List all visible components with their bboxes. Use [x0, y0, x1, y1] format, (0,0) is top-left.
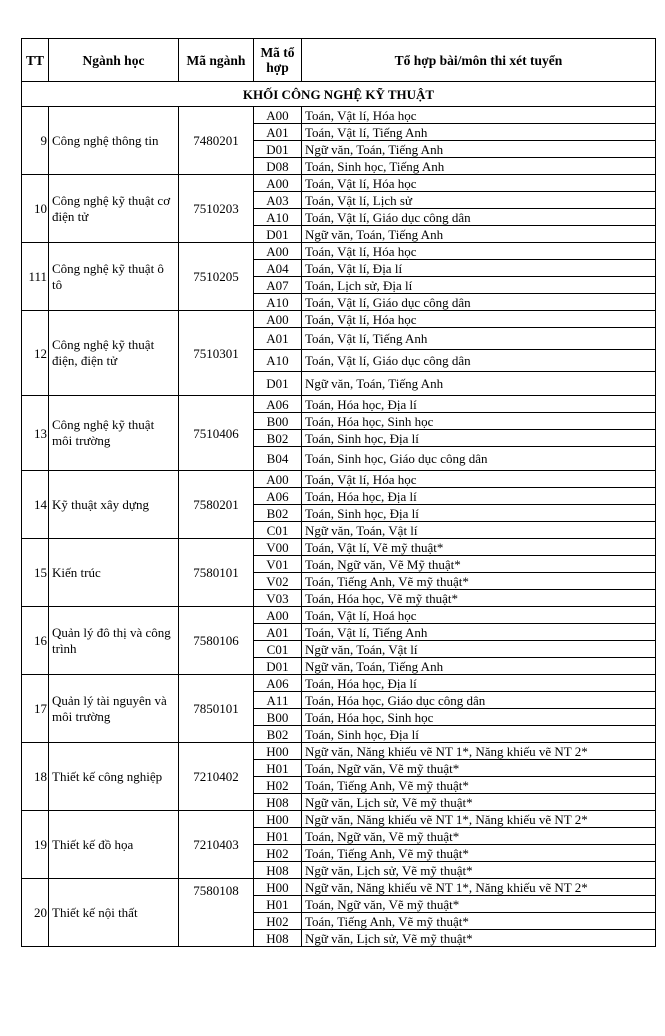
combo-code: A06: [254, 488, 302, 505]
combo-subjects: Toán, Tiếng Anh, Vẽ mỹ thuật*: [302, 777, 656, 794]
combo-code: A10: [254, 294, 302, 311]
header-tt: TT: [22, 39, 49, 82]
combo-code: B02: [254, 726, 302, 743]
header-combo-code: Mã tổ hợp: [254, 39, 302, 82]
table-row: [22, 879, 656, 896]
major-code: 7850101: [179, 675, 254, 743]
combo-code: A00: [254, 311, 302, 328]
combo-code: H08: [254, 862, 302, 879]
major-name: Công nghệ thông tin: [49, 107, 179, 175]
combo-subjects: Ngữ văn, Toán, Tiếng Anh: [302, 658, 656, 675]
combo-subjects: Toán, Vật lí, Giáo dục công dân: [302, 294, 656, 311]
combo-subjects: Ngữ văn, Lịch sử, Vẽ mỹ thuật*: [302, 862, 656, 879]
combo-code: V01: [254, 556, 302, 573]
combo-subjects: Toán, Hóa học, Địa lí: [302, 488, 656, 505]
major-name: Công nghệ kỹ thuật môi trường: [49, 396, 179, 471]
combo-subjects: Toán, Vật lí, Hóa học: [302, 175, 656, 192]
combo-code: A00: [254, 607, 302, 624]
combo-code: A00: [254, 243, 302, 260]
combo-subjects: Ngữ văn, Toán, Tiếng Anh: [302, 226, 656, 243]
combo-code: H01: [254, 828, 302, 845]
combo-subjects: Toán, Sinh học, Tiếng Anh: [302, 158, 656, 175]
major-name: Công nghệ kỹ thuật cơ điện tử: [49, 175, 179, 243]
combo-code: B00: [254, 709, 302, 726]
major-name: Kiến trúc: [49, 539, 179, 607]
combo-code: V00: [254, 539, 302, 556]
combo-subjects: Toán, Vật lí, Lịch sử: [302, 192, 656, 209]
combo-code: H01: [254, 760, 302, 777]
combo-code: H01: [254, 896, 302, 913]
combo-subjects: Ngữ văn, Năng khiếu vẽ NT 1*, Năng khiếu vẽ NT 2*: [302, 743, 656, 760]
combo-subjects: Toán, Vật lí, Giáo dục công dân: [302, 209, 656, 226]
combo-subjects: Ngữ văn, Năng khiếu vẽ NT 1*, Năng khiếu vẽ NT 2*: [302, 879, 656, 896]
combo-code: C01: [254, 522, 302, 539]
combo-subjects: Ngữ văn, Toán, Tiếng Anh: [302, 372, 656, 396]
major-number: 14: [22, 471, 49, 539]
combo-subjects: Toán, Hóa học, Sinh học: [302, 413, 656, 430]
major-name: Thiết kế đồ họa: [49, 811, 179, 879]
combo-code: A04: [254, 260, 302, 277]
combo-subjects: Toán, Ngữ văn, Vẽ Mỹ thuật*: [302, 556, 656, 573]
combo-code: A07: [254, 277, 302, 294]
combo-subjects: Toán, Hóa học, Địa lí: [302, 675, 656, 692]
combo-subjects: Ngữ văn, Lịch sử, Vẽ mỹ thuật*: [302, 930, 656, 947]
combo-subjects: Toán, Lịch sử, Địa lí: [302, 277, 656, 294]
combo-code: H00: [254, 743, 302, 760]
combo-subjects: Toán, Vật lí, Hóa học: [302, 471, 656, 488]
combo-subjects: Toán, Tiếng Anh, Vẽ mỹ thuật*: [302, 845, 656, 862]
major-code: 7580101: [179, 539, 254, 607]
combo-subjects: Toán, Hóa học, Vẽ mỹ thuật*: [302, 590, 656, 607]
major-code: 7510203: [179, 175, 254, 243]
major-code: 7210403: [179, 811, 254, 879]
combo-code: A01: [254, 124, 302, 141]
combo-subjects: Toán, Vật lí, Hóa học: [302, 311, 656, 328]
combo-subjects: Ngữ văn, Toán, Vật lí: [302, 522, 656, 539]
major-number: 13: [22, 396, 49, 471]
major-number: 15: [22, 539, 49, 607]
table-row: [22, 471, 656, 488]
table-body: [22, 107, 656, 947]
combo-subjects: Toán, Vật lí, Giáo dục công dân: [302, 350, 656, 372]
combo-subjects: Toán, Vật lí, Hóa học: [302, 107, 656, 124]
major-name: Công nghệ kỹ thuật điện, điện tử: [49, 311, 179, 396]
major-name: Thiết kế nội thất: [49, 879, 179, 947]
major-number: 16: [22, 607, 49, 675]
combo-subjects: Toán, Vật lí, Tiếng Anh: [302, 624, 656, 641]
table-row: [22, 107, 656, 124]
table-row: [22, 396, 656, 413]
combo-code: H02: [254, 777, 302, 794]
combo-subjects: Toán, Tiếng Anh, Vẽ mỹ thuật*: [302, 913, 656, 930]
major-number: 9: [22, 107, 49, 175]
combo-subjects: Toán, Ngữ văn, Vẽ mỹ thuật*: [302, 896, 656, 913]
major-number: 12: [22, 311, 49, 396]
combo-subjects: Toán, Vật lí, Hóa học: [302, 243, 656, 260]
combo-subjects: Ngữ văn, Toán, Tiếng Anh: [302, 141, 656, 158]
combo-subjects: Toán, Ngữ văn, Vẽ mỹ thuật*: [302, 828, 656, 845]
major-number: 19: [22, 811, 49, 879]
table-row: [22, 743, 656, 760]
combo-code: A06: [254, 396, 302, 413]
combo-subjects: Toán, Vật lí, Hoá học: [302, 607, 656, 624]
combo-subjects: Toán, Ngữ văn, Vẽ mỹ thuật*: [302, 760, 656, 777]
header-major-code: Mã ngành: [179, 39, 254, 82]
combo-code: A11: [254, 692, 302, 709]
combo-code: B00: [254, 413, 302, 430]
major-number: 20: [22, 879, 49, 947]
combo-code: H00: [254, 879, 302, 896]
combo-subjects: Toán, Hóa học, Giáo dục công dân: [302, 692, 656, 709]
major-name: Thiết kế công nghiệp: [49, 743, 179, 811]
major-code: 7580106: [179, 607, 254, 675]
combo-code: D08: [254, 158, 302, 175]
combo-code: V02: [254, 573, 302, 590]
combo-subjects: Toán, Vật lí, Địa lí: [302, 260, 656, 277]
table-row: [22, 243, 656, 260]
major-number: 17: [22, 675, 49, 743]
combo-subjects: Toán, Sinh học, Địa lí: [302, 505, 656, 522]
major-code: 7580108: [179, 879, 254, 947]
major-code: 7480201: [179, 107, 254, 175]
combo-subjects: Toán, Sinh học, Địa lí: [302, 430, 656, 447]
combo-subjects: Toán, Vật lí, Tiếng Anh: [302, 328, 656, 350]
combo-code: A00: [254, 175, 302, 192]
table-row: [22, 311, 656, 328]
combo-code: A10: [254, 209, 302, 226]
combo-subjects: Toán, Vật lí, Tiếng Anh: [302, 124, 656, 141]
combo-code: D01: [254, 141, 302, 158]
major-code: 7580201: [179, 471, 254, 539]
major-name: Kỹ thuật xây dựng: [49, 471, 179, 539]
combo-code: A10: [254, 350, 302, 372]
combo-subjects: Toán, Hóa học, Địa lí: [302, 396, 656, 413]
combo-code: H02: [254, 845, 302, 862]
combo-subjects: Toán, Sinh học, Giáo dục công dân: [302, 447, 656, 471]
combo-code: H08: [254, 930, 302, 947]
major-code: 7210402: [179, 743, 254, 811]
major-name: Công nghệ kỹ thuật ô tô: [49, 243, 179, 311]
combo-code: A01: [254, 624, 302, 641]
combo-code: B02: [254, 430, 302, 447]
table-row: [22, 811, 656, 828]
table-row: [22, 175, 656, 192]
major-number: 111: [22, 243, 49, 311]
header-subjects: Tổ hợp bài/môn thi xét tuyển: [302, 39, 656, 82]
combo-code: A01: [254, 328, 302, 350]
combo-code: B04: [254, 447, 302, 471]
combo-code: D01: [254, 226, 302, 243]
table-row: [22, 539, 656, 556]
combo-code: D01: [254, 658, 302, 675]
table-row: [22, 675, 656, 692]
combo-code: C01: [254, 641, 302, 658]
combo-subjects: Ngữ văn, Lịch sử, Vẽ mỹ thuật*: [302, 794, 656, 811]
combo-code: H00: [254, 811, 302, 828]
group-title: KHỐI CÔNG NGHỆ KỸ THUẬT: [22, 82, 656, 107]
major-name: Quản lý đô thị và công trình: [49, 607, 179, 675]
major-name: Quản lý tài nguyên và môi trường: [49, 675, 179, 743]
combo-subjects: Toán, Hóa học, Sinh học: [302, 709, 656, 726]
combo-code: H02: [254, 913, 302, 930]
combo-subjects: Ngữ văn, Toán, Vật lí: [302, 641, 656, 658]
combo-code: D01: [254, 372, 302, 396]
header-major: Ngành học: [49, 39, 179, 82]
admission-table: [21, 38, 656, 947]
combo-code: A06: [254, 675, 302, 692]
combo-subjects: Toán, Vật lí, Vẽ mỹ thuật*: [302, 539, 656, 556]
combo-code: H08: [254, 794, 302, 811]
combo-code: A03: [254, 192, 302, 209]
combo-code: A00: [254, 471, 302, 488]
major-code: 7510406: [179, 396, 254, 471]
combo-subjects: Toán, Tiếng Anh, Vẽ mỹ thuật*: [302, 573, 656, 590]
combo-code: A00: [254, 107, 302, 124]
major-number: 10: [22, 175, 49, 243]
combo-subjects: Ngữ văn, Năng khiếu vẽ NT 1*, Năng khiếu vẽ NT 2*: [302, 811, 656, 828]
combo-subjects: Toán, Sinh học, Địa lí: [302, 726, 656, 743]
major-code: 7510205: [179, 243, 254, 311]
major-number: 18: [22, 743, 49, 811]
major-code: 7510301: [179, 311, 254, 396]
combo-code: V03: [254, 590, 302, 607]
table-row: [22, 607, 656, 624]
combo-code: B02: [254, 505, 302, 522]
